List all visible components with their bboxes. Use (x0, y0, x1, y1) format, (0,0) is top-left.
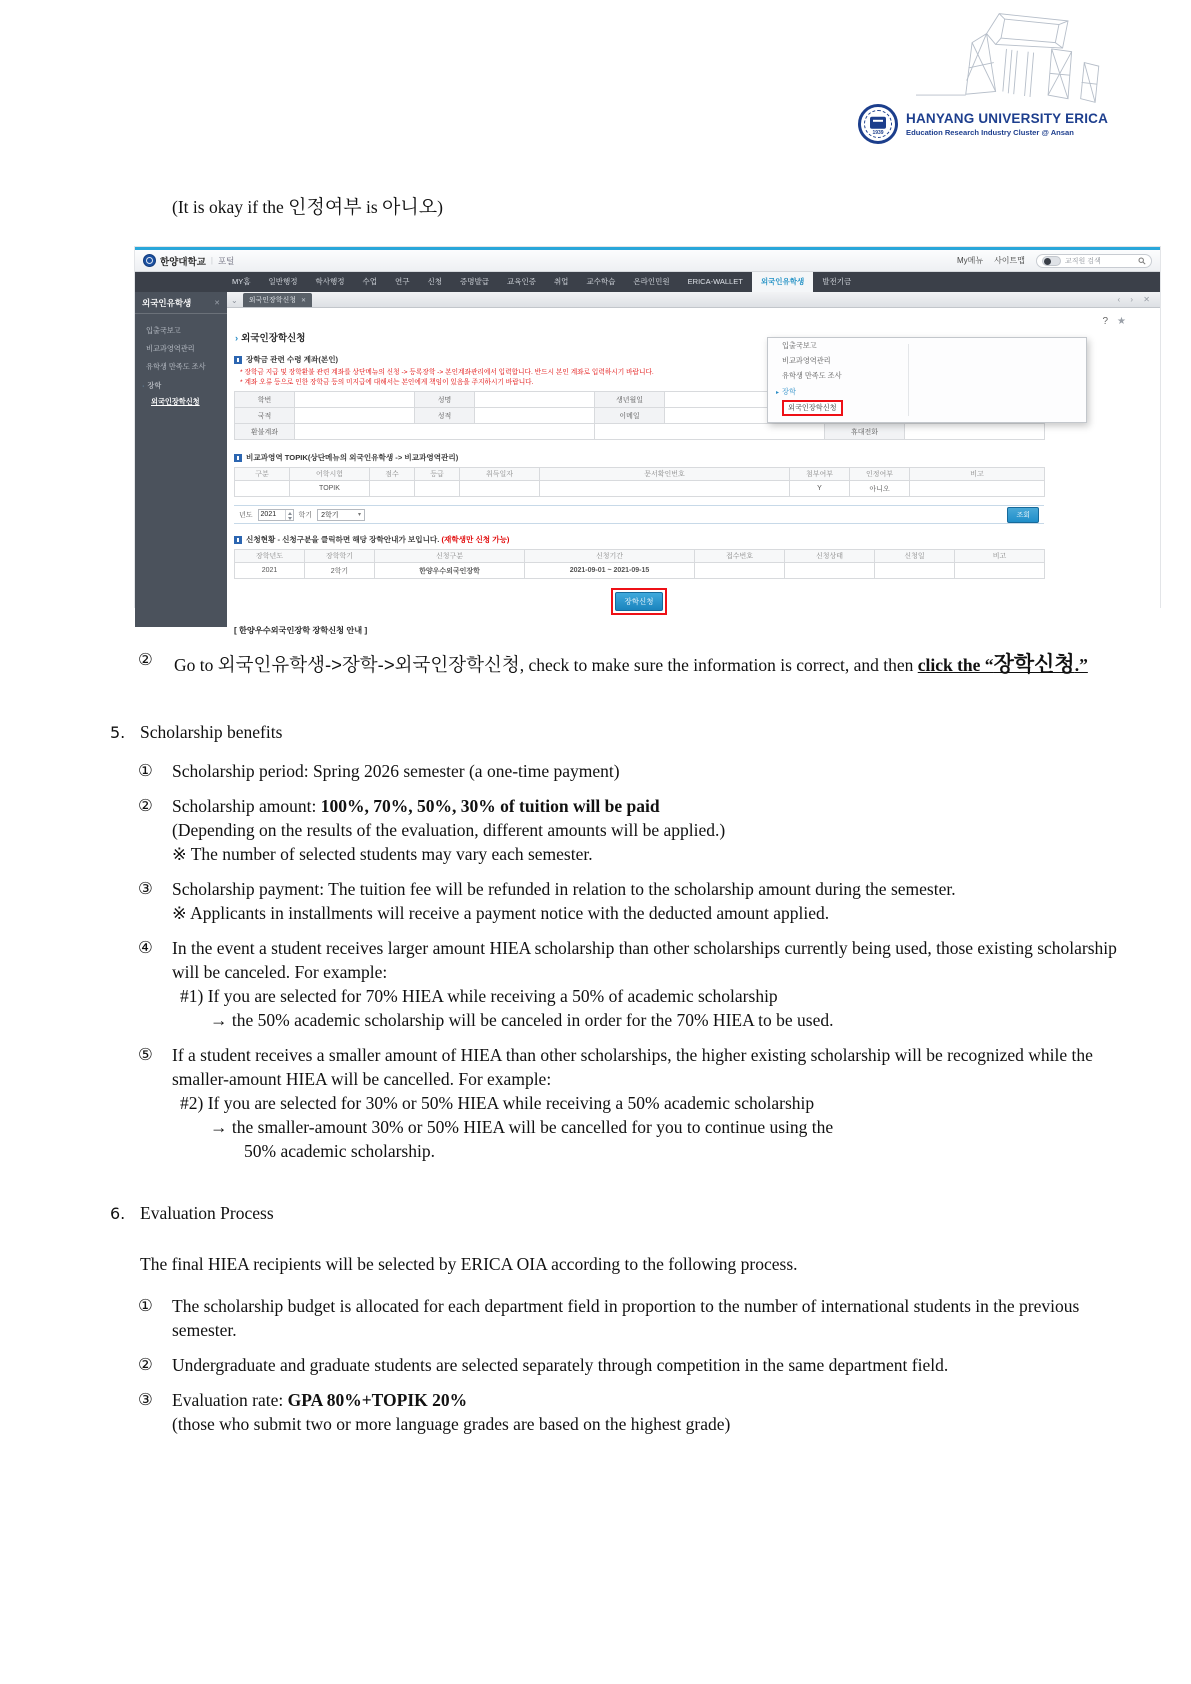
tab-label: 외국인장학신청 (248, 297, 297, 304)
nav-item-teaching: 교수학습 (586, 277, 616, 286)
value-empty (595, 424, 825, 440)
item-text: Undergraduate and graduate students are selected separately through competition in the same department field. (172, 1355, 949, 1375)
foreign-students-dropdown-menu (767, 337, 1087, 423)
application-section-title (246, 534, 509, 545)
item-text: Scholarship period: Spring 2026 semester (a one-time payment) (172, 761, 620, 781)
sidebar-item-satisfaction-survey: 유학생 만족도 조사 (146, 362, 206, 371)
divider: | (210, 256, 213, 265)
header-application-period: 신청기간 (525, 550, 695, 563)
list-item (0, 1388, 1135, 1436)
inquiry-button: 조회 (1007, 507, 1039, 523)
section-info-icon (234, 454, 242, 462)
dropdown-item-entry-exit-report: 입출국보고 (782, 340, 817, 350)
nav-item-foreign-students-active: 외국인유학생 (752, 272, 813, 292)
section-6-items (0, 1294, 1191, 1436)
topik-section-header (234, 452, 1045, 463)
logo-title: HANYANG UNIVERSITY ERICA (906, 111, 1109, 126)
table-row (235, 563, 1045, 579)
sidebar-item-entry-exit-report: 입출국보고 (146, 326, 181, 335)
item-text: If a student receives a smaller amount of HIEA than other scholarships, the higher existing scholarship will be recognized while the smaller-amount HIEA will be cancelled. For example: (172, 1045, 1093, 1089)
cell-document-number (540, 481, 790, 497)
item-note: (those who submit two or more language grades are based on the highest grade) (172, 1414, 731, 1434)
portal-sidebar (135, 292, 227, 627)
list-item (0, 794, 1135, 866)
year-value: 2021 (260, 511, 277, 519)
nav-item-erica-wallet: ERICA-WALLET (687, 277, 743, 286)
cell-level (415, 481, 460, 497)
label-refund-account: 환불계좌 (235, 424, 295, 440)
list-item (0, 1043, 1135, 1163)
application-title-red-text: (재학생만 신청 가능) (441, 535, 510, 545)
section-number: 5. (110, 723, 126, 742)
year-semester-filter-bar (234, 505, 1044, 524)
logo-subtitle: Education Research Industry Cluster @ Ansan (906, 128, 1074, 137)
item-note: (Depending on the results of the evaluation, different amounts will be applied.) (172, 820, 726, 840)
portal-univ-name: 한양대학교 (160, 256, 206, 268)
portal-header (135, 250, 1160, 272)
tab-foreign-scholarship (243, 293, 312, 307)
label-birthdate: 생년월일 (595, 392, 665, 408)
nav-item-employment: 취업 (553, 277, 569, 286)
circled-number: ② (138, 650, 153, 669)
sidebar-section-scholarship: · 장학 (135, 376, 227, 394)
item-text-bold: 100%, 70%, 50%, 30% of tuition will be paid (320, 796, 660, 816)
section-title: Evaluation Process (140, 1203, 274, 1223)
section-6-heading (0, 1201, 1191, 1226)
header-recognized: 인정여부 (850, 468, 910, 481)
label-nationality: 국적 (235, 408, 295, 424)
account-section-title: 장학금 관련 수령 계좌(본인) (246, 355, 339, 364)
cell-scholarship-year: 2021 (235, 563, 305, 579)
header-category: 구분 (235, 468, 290, 481)
example-result-line: → the 50% academic scholarship will be canceled in order for the 70% HIEA to be used. (210, 1010, 834, 1030)
instruction-step-2 (0, 648, 1120, 682)
header-scholarship-year: 장학년도 (235, 550, 305, 563)
note-korean-term: 아니오 (382, 197, 438, 218)
cell-application-date (875, 563, 955, 579)
header-score: 점수 (370, 468, 415, 481)
value-grade (475, 408, 595, 424)
header-receipt-number: 접수번호 (695, 550, 785, 563)
search-placeholder: 교직원 검색 (1065, 257, 1101, 265)
cell-application-status (785, 563, 875, 579)
semester-value: 2학기 (321, 511, 339, 519)
dropdown-divider (908, 344, 909, 416)
header-application-status: 신청상태 (785, 550, 875, 563)
note-korean-term: 인정여부 (288, 197, 362, 218)
example-line: #2) If you are selected for 30% or 50% HIEA while receiving a 50% academic scholarship (180, 1093, 815, 1113)
header-application-type: 신청구분 (375, 550, 525, 563)
cell-application-type: 한양우수외국인장학 (375, 563, 525, 579)
label-student-id: 학번 (235, 392, 295, 408)
table-header-row (235, 550, 1045, 563)
header-application-date: 신청일 (875, 550, 955, 563)
nav-item-online-civil: 온라인민원 (633, 277, 670, 286)
value-refund-account (295, 424, 595, 440)
value-nationality (295, 408, 415, 424)
seal-year: 1939 (872, 130, 884, 136)
value-mobile (905, 424, 1045, 440)
button-name-korean: 장학신청 (993, 653, 1075, 676)
nav-item-research: 연구 (394, 277, 410, 286)
portal-label: 포털 (217, 255, 235, 266)
header-language-test: 어학시험 (290, 468, 370, 481)
header-level: 등급 (415, 468, 460, 481)
menu-path-korean: 외국인유학생->장학->외국인장학신청 (217, 654, 520, 675)
staff-search-box (1036, 254, 1152, 268)
cell-attached: Y (790, 481, 850, 497)
sidebar-item-foreign-scholarship-active: 외국인장학신청 (151, 397, 200, 406)
list-item (0, 877, 1135, 925)
semester-label: 학기 (298, 511, 313, 519)
section-number: 6. (110, 1204, 126, 1223)
nav-item-academic-admin: 학사행정 (315, 277, 345, 286)
note-text: is (361, 197, 383, 217)
tab-close-icon: ✕ (301, 297, 307, 304)
section-5-heading (0, 720, 1191, 745)
click-instruction-bold (918, 655, 1088, 675)
tab-dropdown-caret-icon: ⌄ (231, 296, 238, 305)
university-logo (858, 4, 1109, 144)
embedded-portal-screenshot (135, 247, 1160, 636)
circled-number: ② (138, 796, 153, 815)
portal-content-area (227, 292, 1160, 636)
sidebar-close-icon: ✕ (214, 299, 220, 307)
favorite-star-icon: ★ (1117, 316, 1126, 327)
text: .” (1074, 655, 1088, 675)
chevron-down-icon: ▾ (358, 512, 362, 519)
section-title: Scholarship benefits (140, 722, 283, 742)
nav-item-class: 수업 (362, 277, 377, 286)
red-highlight-box (611, 588, 668, 615)
topik-table (234, 467, 1045, 497)
nav-item-certificates: 증명발급 (459, 277, 489, 286)
content-tab-strip (227, 292, 1160, 308)
nav-item-development-fund: 발전기금 (822, 277, 852, 286)
application-title-text: 신청현황 - 신청구분을 클릭하면 해당 장학안내가 보입니다. (246, 535, 442, 545)
value-name (475, 392, 595, 408)
document-text (0, 648, 1191, 1447)
instruction-text (174, 648, 1088, 682)
sidebar-item-extracurricular: 비교과영역관리 (146, 344, 195, 353)
topik-section-title: 비교과영역 TOPIK(상단메뉴의 외국인유학생 -> 비교과영역관리) (246, 453, 459, 463)
dropdown-item-foreign-scholarship-highlighted: 외국인장학신청 (782, 400, 843, 416)
cell-acquired-date (460, 481, 540, 497)
table-header-row (235, 468, 1045, 481)
scholarship-guide-text: [ 한양우수외국인장학 장학신청 안내 ] (234, 626, 368, 636)
text: , check to make sure the information is correct, and then (519, 655, 918, 675)
label-name: 성명 (415, 392, 475, 408)
example-line: #1) If you are selected for 70% HIEA while receiving a 50% of academic scholarship (180, 986, 778, 1006)
section-info-icon (234, 356, 242, 364)
item-text: In the event a student receives larger amount HIEA scholarship than other scholarships currently being used, those existing scholarship will be canceled. For example: (172, 938, 1117, 982)
list-item (0, 936, 1135, 1032)
nav-item-general-admin: 일반행정 (268, 277, 298, 286)
header-acquired-date: 취득일자 (460, 468, 540, 481)
cell-scholarship-semester: 2학기 (305, 563, 375, 579)
table-row (235, 481, 1045, 497)
header-remarks: 비고 (910, 468, 1045, 481)
note-text: (It is okay if the (172, 197, 289, 217)
search-toggle (1042, 256, 1061, 266)
text: click the “ (917, 655, 994, 675)
example-result-continuation: 50% academic scholarship. (244, 1141, 435, 1161)
item-note: ※ Applicants in installments will receive a payment notice with the deducted amount applied. (172, 903, 830, 923)
sidebar-title (135, 292, 227, 314)
my-menu-link: My메뉴 (956, 256, 984, 265)
item-text: Scholarship payment: The tuition fee will be refunded in relation to the scholarship amount during the semester. (172, 879, 956, 899)
list-item (0, 1294, 1135, 1342)
table-row (235, 424, 1045, 440)
header-document-number: 문서확인번호 (540, 468, 790, 481)
cell-application-period: 2021-09-01 ~ 2021-09-15 (525, 563, 695, 579)
application-table (234, 549, 1045, 579)
note-text: ) (437, 197, 443, 217)
sidebar-title-text: 외국인유학생 (142, 297, 192, 308)
nav-item-myhome: MY홈 (232, 277, 251, 286)
scholarship-apply-button: 장학신청 (615, 592, 664, 611)
semester-select (317, 509, 365, 521)
cell-recognized: 아니오 (850, 481, 910, 497)
label-grade: 성적 (415, 408, 475, 424)
cell-receipt-number (695, 563, 785, 579)
list-item (0, 759, 1135, 783)
hanyang-emblem-icon (143, 254, 156, 267)
chevron-icon: › (235, 333, 239, 344)
circled-number: ③ (138, 1390, 153, 1409)
help-icon: ? (1102, 316, 1109, 327)
stepper-arrows-icon (285, 510, 293, 520)
page-tools (1102, 316, 1126, 327)
section-5-items (0, 759, 1191, 1163)
cell-score (370, 481, 415, 497)
header-remarks: 비고 (955, 550, 1045, 563)
item-text: The scholarship budget is allocated for each department field in proportion to the number of international students in the previous semester. (172, 1296, 1080, 1340)
label-mobile: 휴대전화 (825, 424, 905, 440)
circled-number: ④ (138, 938, 153, 957)
university-seal (858, 104, 898, 144)
list-item (0, 1353, 1135, 1377)
cell-language-test: TOPIK (290, 481, 370, 497)
application-section-header (234, 534, 1045, 545)
item-text: Scholarship amount: (172, 796, 321, 816)
year-label: 년도 (239, 511, 253, 519)
portal-page-title-text: 외국인장학신청 (241, 333, 306, 344)
nav-item-application: 신청 (427, 277, 442, 286)
label-email: 이메일 (595, 408, 665, 424)
value-student-id (295, 392, 415, 408)
tab-nav-controls: ‹ › ✕ (1117, 295, 1154, 304)
section-info-icon (234, 536, 242, 544)
year-stepper (258, 509, 294, 521)
header-scholarship-semester: 장학학기 (305, 550, 375, 563)
nav-item-edu-cert: 교육인증 (506, 277, 536, 286)
dropdown-section-scholarship: ▸ 장학 (768, 383, 1086, 399)
circled-number: ⑤ (138, 1045, 153, 1064)
circled-number: ③ (138, 879, 153, 898)
cell-remarks (955, 563, 1045, 579)
cell-remarks (910, 481, 1045, 497)
item-text-bold: GPA 80%+TOPIK 20% (287, 1390, 468, 1410)
account-note-1: * 장학금 지급 및 장학환불 관련 계좌를 상단메뉴의 신청 -> 등록장학 -> 본인계좌관리에서 입력합니다. 반드시 본인 계좌로 입력하시기 바랍니다. (240, 369, 654, 376)
example-result-line: → the smaller-amount 30% or 50% HIEA will be cancelled for you to continue using the (210, 1117, 834, 1137)
header-attached: 첨부여부 (790, 468, 850, 481)
campus-sketch-graphic (916, 4, 1106, 112)
account-note-2: * 계좌 오류 등으로 인한 장학금 등의 미지급에 대해서는 본인에게 책임이 있음을 주지하시기 바랍니다. (240, 378, 534, 386)
circled-number: ① (138, 1296, 153, 1315)
portal-nav-bar (135, 272, 1160, 292)
item-note: ※ The number of selected students may vary each semester. (172, 844, 593, 864)
top-note (172, 192, 443, 219)
section-6-intro: The final HIEA recipients will be selected by ERICA OIA according to the following process. (140, 1254, 798, 1274)
dropdown-item-satisfaction-survey: 유학생 만족도 조사 (782, 370, 842, 380)
item-text: Evaluation rate: (172, 1390, 288, 1410)
circled-number: ① (138, 761, 153, 780)
dropdown-item-extracurricular: 비교과영역관리 (782, 355, 831, 365)
cell-category (235, 481, 290, 497)
sitemap-link: 사이트맵 (994, 256, 1025, 265)
circled-number: ② (138, 1355, 153, 1374)
search-icon (1138, 257, 1146, 265)
text: Go to (174, 655, 218, 675)
